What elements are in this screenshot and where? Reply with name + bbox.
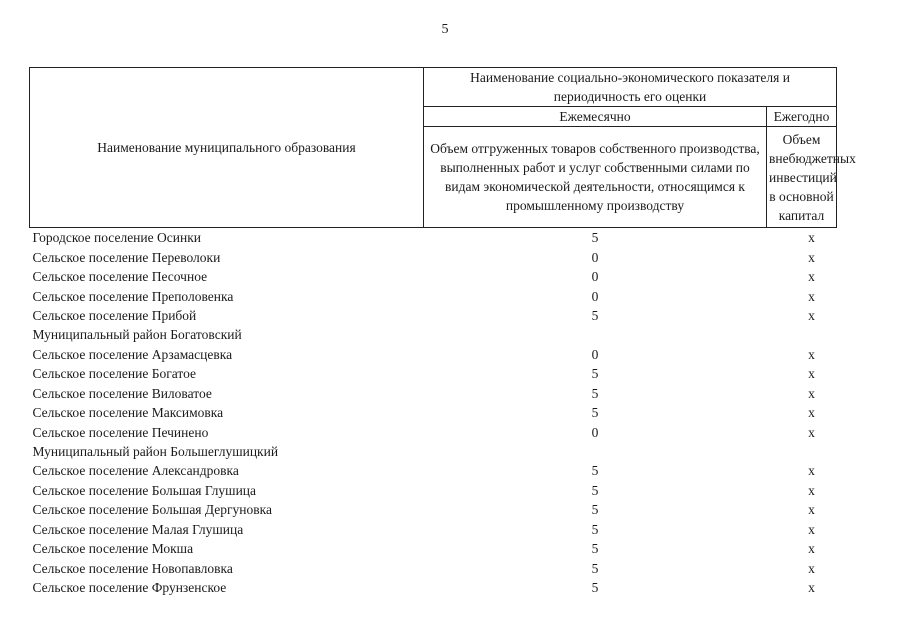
monthly-value: 0 [591, 249, 599, 265]
municipality-name: Сельское поселение Максимовка [32, 405, 224, 421]
monthly-value: 5 [591, 541, 599, 557]
yearly-value: x [808, 405, 815, 421]
municipality-name: Сельское поселение Александровка [32, 463, 239, 479]
yearly-value: x [808, 307, 815, 323]
municipality-name: Сельское поселение Фрунзенское [32, 580, 227, 596]
monthly-value: 5 [591, 482, 599, 498]
table-row [30, 422, 837, 441]
table-row [30, 325, 837, 344]
header-monthly: Ежемесячно [424, 107, 767, 127]
municipality-name: Сельское поселение Прибой [32, 307, 197, 323]
yearly-value [767, 325, 837, 344]
monthly-value: 5 [591, 521, 599, 537]
monthly-value [424, 442, 767, 461]
yearly-value: x [808, 560, 815, 576]
municipality-name: Муниципальный район Большеглушицкий [32, 444, 279, 460]
yearly-value: x [808, 230, 815, 246]
municipality-name: Сельское поселение Большая Глушица [32, 482, 257, 498]
header-municipality: Наименование муниципального образования [30, 68, 424, 228]
table-row [30, 481, 837, 500]
table-row [30, 500, 837, 519]
monthly-value: 0 [591, 288, 599, 304]
municipality-name: Сельское поселение Преполовенка [32, 288, 234, 304]
monthly-value: 0 [591, 424, 599, 440]
monthly-value: 0 [591, 346, 599, 362]
monthly-value: 5 [591, 385, 599, 401]
yearly-value [767, 442, 837, 461]
municipality-name: Городское поселение Осинки [32, 230, 201, 246]
table-row [30, 247, 837, 266]
municipality-name: Сельское поселение Переволоки [32, 249, 221, 265]
table-row [30, 539, 837, 558]
header-yearly-indicator: Объем внебюджетных инвестиций в основной капитал [767, 127, 837, 228]
monthly-value: 5 [591, 230, 599, 246]
yearly-value: x [808, 366, 815, 382]
yearly-value: x [808, 463, 815, 479]
table-header [30, 68, 856, 228]
yearly-value: x [808, 580, 815, 596]
yearly-value: x [808, 541, 815, 557]
table-row [30, 403, 837, 422]
yearly-value: x [808, 424, 815, 440]
yearly-value: x [808, 249, 815, 265]
yearly-value: x [808, 269, 815, 285]
table-row [30, 461, 837, 480]
municipality-name: Сельское поселение Песочное [32, 269, 208, 285]
monthly-value [424, 325, 767, 344]
table-row [30, 520, 837, 539]
table-row [30, 384, 837, 403]
header-indicator-title: Наименование социально-экономического показателя и периодичность его оценки [424, 68, 837, 107]
yearly-value: x [808, 288, 815, 304]
monthly-value: 5 [591, 405, 599, 421]
municipality-name: Сельское поселение Малая Глушица [32, 521, 244, 537]
table-row [30, 578, 837, 597]
table-row [30, 306, 837, 325]
municipality-name: Муниципальный район Богатовский [32, 327, 242, 343]
table-row [30, 558, 837, 577]
monthly-value: 5 [591, 366, 599, 382]
yearly-value: x [808, 521, 815, 537]
monthly-value: 5 [591, 580, 599, 596]
header-yearly: Ежегодно [767, 107, 837, 127]
table-row [30, 442, 837, 461]
municipality-name: Сельское поселение Мокша [32, 541, 194, 557]
table-row [30, 228, 837, 248]
municipality-name: Сельское поселение Богатое [32, 366, 197, 382]
table-row [30, 345, 837, 364]
table-row [30, 364, 837, 383]
table-row [30, 286, 837, 305]
monthly-value: 5 [591, 463, 599, 479]
municipality-name: Сельское поселение Печинено [32, 424, 209, 440]
table-body [30, 228, 837, 598]
table-row [30, 267, 837, 286]
indicator-table [29, 67, 856, 597]
municipality-name: Сельское поселение Большая Дергуновка [32, 502, 272, 518]
header-monthly-indicator: Объем отгруженных товаров собственного производства, выполненных работ и услуг собственными силами по видам экономической деятельности, относящимся к промышленному производству [424, 127, 767, 228]
yearly-value: x [808, 502, 815, 518]
municipality-name: Сельское поселение Виловатое [32, 385, 212, 401]
yearly-value: x [808, 346, 815, 362]
monthly-value: 5 [591, 307, 599, 323]
monthly-value: 5 [591, 502, 599, 518]
monthly-value: 5 [591, 560, 599, 576]
municipality-name: Сельское поселение Арзамасцевка [32, 346, 233, 362]
page-number: 5 [441, 22, 449, 37]
yearly-value: x [808, 385, 815, 401]
yearly-value: x [808, 482, 815, 498]
municipality-name: Сельское поселение Новопавловка [32, 560, 233, 576]
monthly-value: 0 [591, 269, 599, 285]
